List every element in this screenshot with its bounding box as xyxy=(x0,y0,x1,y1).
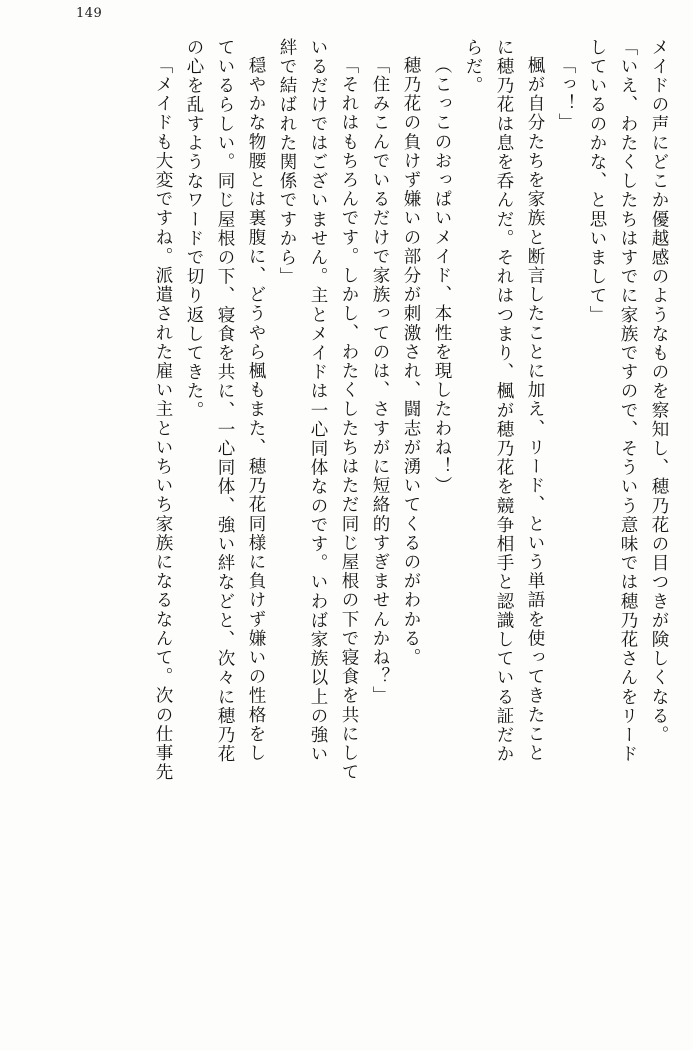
text-column: 「いえ、わたくしたちはすでに家族ですので、そういう意味では穂乃花さんをリード xyxy=(618,38,638,764)
text-column: 「メイドも大変ですね。派遣された雇い主といちいち家族になるなんて。次の仕事先 xyxy=(153,56,173,782)
text-column: 絆で結ばれた関係ですから」 xyxy=(277,38,297,287)
text-column: 「それはもちろんです。しかし、わたくしたちはただ同じ屋根の下で寝食を共にして xyxy=(339,56,359,782)
text-column: の心を乱すようなワードで切り返してきた。 xyxy=(184,38,204,420)
text-column: 「っ！」 xyxy=(556,56,576,133)
text-column: に穂乃花は息を呑んだ。それはつまり、楓が穂乃花を競争相手と認識している証だか xyxy=(494,38,514,764)
text-column: 楓が自分たちを家族と断言したことに加え、リード、という単語を使ってきたこと xyxy=(525,56,545,763)
text-column: ているらしい。同じ屋根の下、寝食を共に、一心同体、強い絆などと、次々に穂乃花 xyxy=(215,38,235,764)
text-column: 穏やかな物腰とは裏腹に、どうやら楓もまた、穂乃花同様に負けず嫌いの性格をし xyxy=(246,56,266,763)
text-column: （こっこのおっぱいメイド、本性を現したわね！） xyxy=(432,56,452,496)
vertical-text-body xyxy=(26,38,667,1024)
text-column: らだ。 xyxy=(463,38,483,96)
text-column: いるだけではございません。主とメイドは一心同体なのです。いわば家族以上の強い xyxy=(308,38,328,764)
text-column: 穂乃花の負けず嫌いの部分が刺激され、闘志が湧いてくるのがわかる。 xyxy=(401,56,421,668)
text-column: しているのかな、と思いまして」 xyxy=(587,38,607,325)
text-column: メイドの声にどこか優越感のようなものを察知し、穂乃花の目つきが険しくなる。 xyxy=(649,38,669,745)
page-number: 149 xyxy=(76,6,103,21)
text-column: 「住みこんでいるだけで家族ってのは、さすがに短絡的すぎませんかね？」 xyxy=(370,56,390,706)
